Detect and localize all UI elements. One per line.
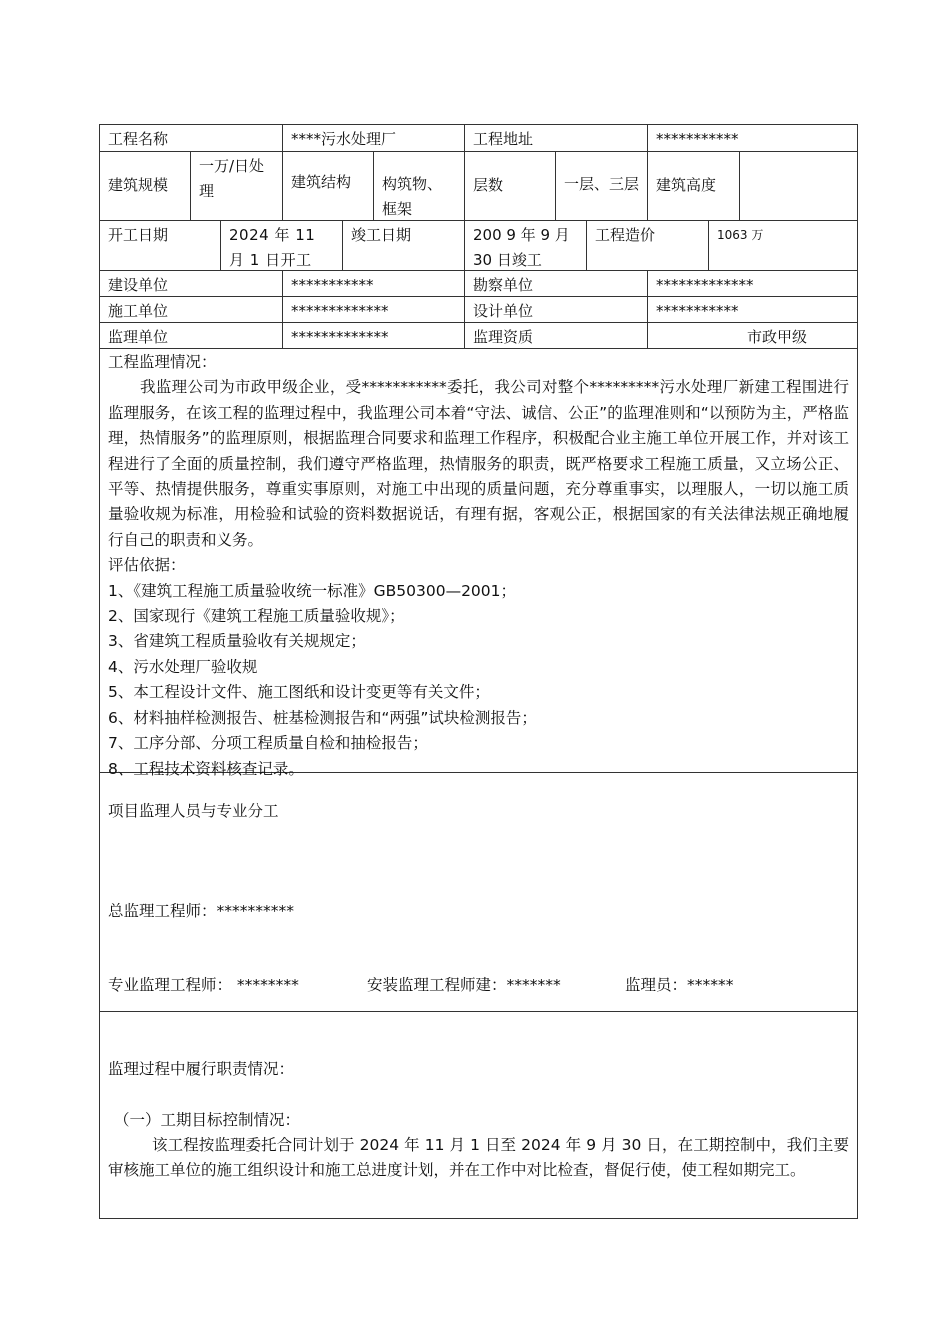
value-building-scale: 一万/日处理 xyxy=(191,152,283,220)
label-project-address: 工程地址 xyxy=(465,125,648,151)
label-supervision-qualification: 监理资质 xyxy=(465,323,648,348)
basis-item-2: 2、国家现行《建筑工程施工质量验收规》； xyxy=(108,607,405,626)
value-project-name: ****污水处理厂 xyxy=(283,125,465,151)
basis-item-3: 3、省建筑工程质量验收有关规规定； xyxy=(108,632,366,651)
duties-subtitle-schedule: （一）工期目标控制情况： xyxy=(114,1111,301,1129)
label-project-name: 工程名称 xyxy=(100,125,283,151)
duties-title: 监理过程中履行职责情况： xyxy=(108,1060,295,1078)
value-building-structure: 构筑物、框架 xyxy=(374,152,465,220)
value-start-date: 2024 年 11 月 1 日开工 xyxy=(221,221,343,270)
basis-item-4: 4、污水处理厂验收规 xyxy=(108,657,258,676)
row-dates-cost xyxy=(100,221,857,271)
basis-item-5: 5、本工程设计文件、施工图纸和设计变更等有关文件； xyxy=(108,683,490,702)
label-building-scale: 建筑规模 xyxy=(100,152,191,220)
value-project-cost: 1063 万 xyxy=(717,228,764,242)
basis-item-8: 8、工程技术资料核查记录。 xyxy=(108,759,304,778)
chief-engineer: 总监理工程师：********** xyxy=(108,902,295,920)
label-construction-unit: 施工单位 xyxy=(100,297,283,322)
value-survey-unit: ************* xyxy=(656,276,754,294)
value-supervision-unit: ************* xyxy=(283,323,465,348)
row-build-unit xyxy=(100,271,857,297)
label-building-height: 建筑高度 xyxy=(648,152,740,220)
label-start-date: 开工日期 xyxy=(100,221,221,270)
value-project-address: *********** xyxy=(656,130,739,148)
label-build-unit: 建设单位 xyxy=(100,271,283,296)
supervisor: 监理员：****** xyxy=(625,976,734,994)
installation-engineer: 安装监理工程师建：******* xyxy=(367,976,561,994)
situation-title: 工程监理情况： xyxy=(108,353,217,371)
label-survey-unit: 勘察单位 xyxy=(465,271,648,296)
row-project-name xyxy=(100,125,857,152)
section-duties xyxy=(100,1012,857,1218)
value-supervision-qualification: 市政甲级 xyxy=(746,328,807,346)
basis-item-7: 7、工序分部、分项工程质量自检和抽检报告； xyxy=(108,734,428,753)
label-design-unit: 设计单位 xyxy=(465,297,648,322)
section-supervision-situation xyxy=(100,349,857,778)
row-building-scale xyxy=(100,152,857,221)
label-finish-date: 竣工日期 xyxy=(343,221,465,270)
value-floors: 一层、三层 xyxy=(556,152,648,220)
row-construction-unit xyxy=(100,297,857,323)
label-supervision-unit: 监理单位 xyxy=(100,323,283,348)
duties-schedule-body: 该工程按监理委托合同计划于 2024 年 11 月 1 日至 2024 年 9 月 30 日，在工期控制中，我们主要审核施工单位的施工组织设计和施工总进度计划，并在工作中对比检查，督促行使，使工程如期完工。 xyxy=(108,1136,849,1180)
staff-title: 项目监理人员与专业分工 xyxy=(108,802,279,820)
situation-body: 我监理公司为市政甲级企业，受***********委托，我公司对整个*********污水处理厂新建工程围进行监理服务，在该工程的监理过程中，我监理公司本着“守法、诚信、公正”的监理准则和“以预防为主，严格监理，热情服务”的监理原则，根据监理合同要求和监理工作程序，积极配合业主施工单位开展工作，并对该工程进行了全面的质量控制，我们遵守严格监理，热情服务的职责，既严格要求工程施工质量，又立场公正、平等、热情提供服务，尊重实事原则，对施工中出现的质量问题，充分尊重事实，以理服人，一切以施工质量验收规为标准，用检验和试验的资料数据说话，有理有据，客观公正，根据国家的有关法律法规正确地履行自己的职责和义务。 xyxy=(108,378,849,549)
section-staff xyxy=(100,773,857,1012)
value-building-height xyxy=(740,152,857,220)
label-project-cost: 工程造价 xyxy=(587,221,709,270)
basis-item-1: 1、《建筑工程施工质量验收统一标准》GB50300—2001； xyxy=(108,581,517,600)
basis-item-6: 6、材料抽样检测报告、桩基检测报告和“两强”试块检测报告； xyxy=(108,708,537,727)
professional-engineer: 专业监理工程师： ******** xyxy=(108,976,299,994)
basis-title: 评估依据： xyxy=(108,556,186,575)
row-supervision-unit xyxy=(100,323,857,349)
label-floors: 层数 xyxy=(465,152,556,220)
value-finish-date: 200 9 年 9 月 30 日竣工 xyxy=(465,221,587,270)
label-building-structure: 建筑结构 xyxy=(283,152,374,220)
supervision-report-form xyxy=(99,124,858,1219)
value-build-unit: *********** xyxy=(283,271,465,296)
value-construction-unit: ************* xyxy=(283,297,465,322)
value-design-unit: *********** xyxy=(656,302,739,320)
